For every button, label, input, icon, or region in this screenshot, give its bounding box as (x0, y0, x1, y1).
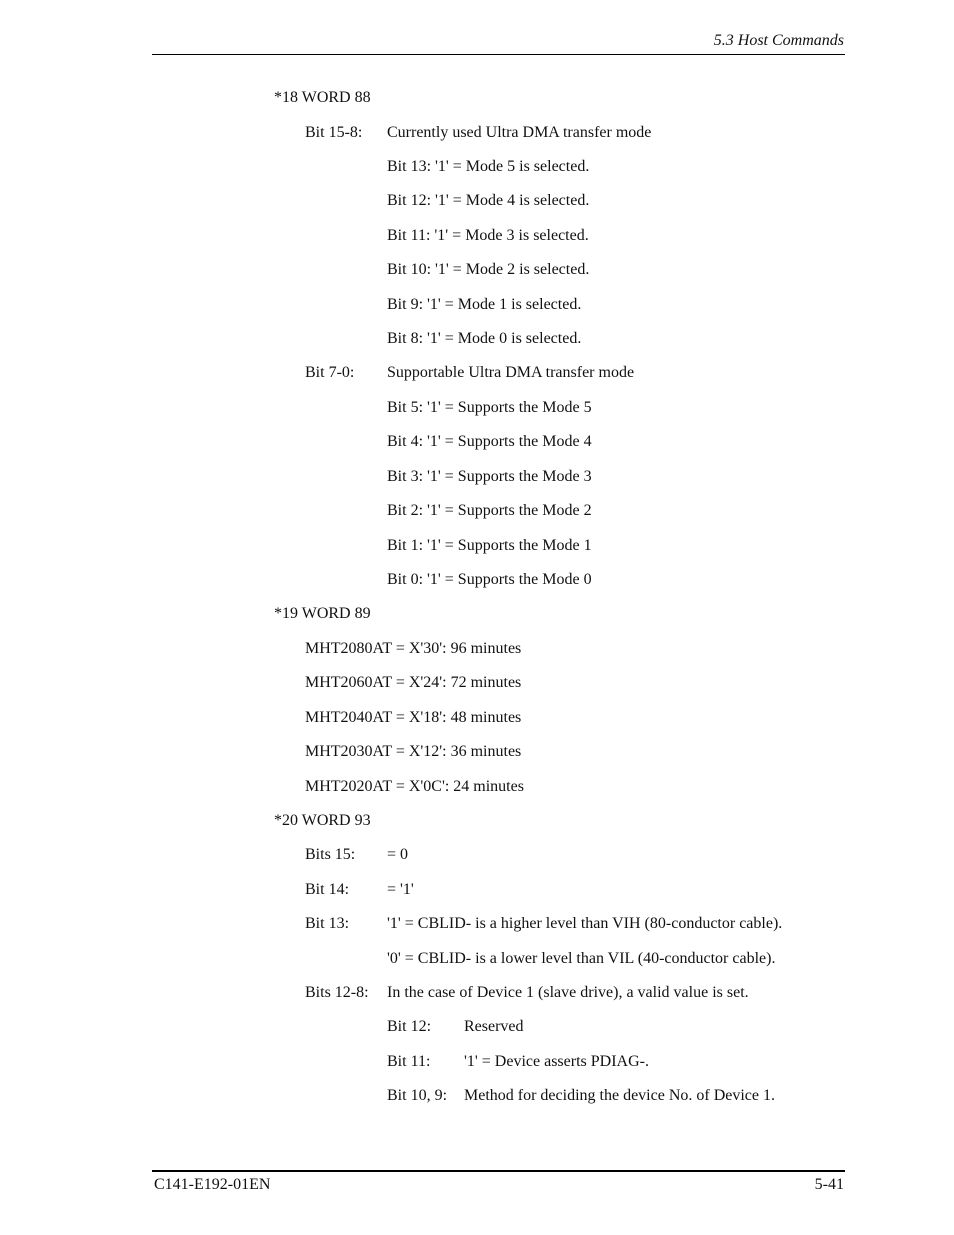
bit-description: Currently used Ultra DMA transfer mode (387, 124, 652, 141)
bit-detail: Bit 4: '1' = Supports the Mode 4 (387, 433, 592, 450)
bit-label: Bit 15-8: (305, 124, 363, 141)
model-time-entry: MHT2060AT = X'24': 72 minutes (305, 674, 522, 691)
model-time-entry: MHT2020AT = X'0C': 24 minutes (305, 778, 524, 795)
bit-detail: Bit 0: '1' = Supports the Mode 0 (387, 571, 592, 588)
sub-bit-label: Bit 11: (387, 1053, 431, 1070)
bit-detail: Bit 10: '1' = Mode 2 is selected. (387, 261, 590, 278)
bit-description: In the case of Device 1 (slave drive), a valid value is set. (387, 984, 749, 1001)
bit-label: Bit 7-0: (305, 364, 355, 381)
bit-detail: Bit 9: '1' = Mode 1 is selected. (387, 296, 582, 313)
bit-detail: Bit 2: '1' = Supports the Mode 2 (387, 502, 592, 519)
bit-description: Supportable Ultra DMA transfer mode (387, 364, 635, 381)
sub-bit-description: '1' = Device asserts PDIAG-. (464, 1053, 649, 1070)
page-number: 5-41 (814, 1176, 844, 1193)
bit-description: = 0 (387, 846, 409, 863)
bit-detail: Bit 1: '1' = Supports the Mode 1 (387, 537, 592, 554)
bit-description: = '1' (387, 881, 414, 898)
sub-bit-description: Reserved (464, 1018, 524, 1035)
bit-label: Bit 13: (305, 915, 350, 932)
model-time-entry: MHT2040AT = X'18': 48 minutes (305, 709, 522, 726)
bit-detail: Bit 3: '1' = Supports the Mode 3 (387, 468, 592, 485)
bit-label: Bits 12-8: (305, 984, 369, 1001)
sub-bit-label: Bit 12: (387, 1018, 432, 1035)
bit-detail: Bit 8: '1' = Mode 0 is selected. (387, 330, 582, 347)
model-time-entry: MHT2030AT = X'12': 36 minutes (305, 743, 522, 760)
document-id: C141-E192-01EN (154, 1176, 271, 1193)
model-time-entry: MHT2080AT = X'30': 96 minutes (305, 640, 522, 657)
bit-description: '0' = CBLID- is a lower level than VIL (40-conductor cable). (387, 950, 776, 967)
bit-label: Bit 14: (305, 881, 350, 898)
sub-bit-label: Bit 10, 9: (387, 1087, 448, 1104)
bit-label: Bits 15: (305, 846, 356, 863)
bit-detail: Bit 11: '1' = Mode 3 is selected. (387, 227, 589, 244)
item-heading-word-88: *18 WORD 88 (274, 89, 371, 106)
section-title: 5.3 Host Commands (713, 32, 844, 49)
header-rule (152, 54, 845, 55)
footer-rule (152, 1170, 845, 1172)
bit-description: '1' = CBLID- is a higher level than VIH (80-conductor cable). (387, 915, 783, 932)
sub-bit-description: Method for deciding the device No. of Device 1. (464, 1087, 776, 1104)
item-heading-word-93: *20 WORD 93 (274, 812, 371, 829)
bit-detail: Bit 13: '1' = Mode 5 is selected. (387, 158, 590, 175)
bit-detail: Bit 12: '1' = Mode 4 is selected. (387, 192, 590, 209)
item-heading-word-89: *19 WORD 89 (274, 605, 371, 622)
bit-detail: Bit 5: '1' = Supports the Mode 5 (387, 399, 592, 416)
